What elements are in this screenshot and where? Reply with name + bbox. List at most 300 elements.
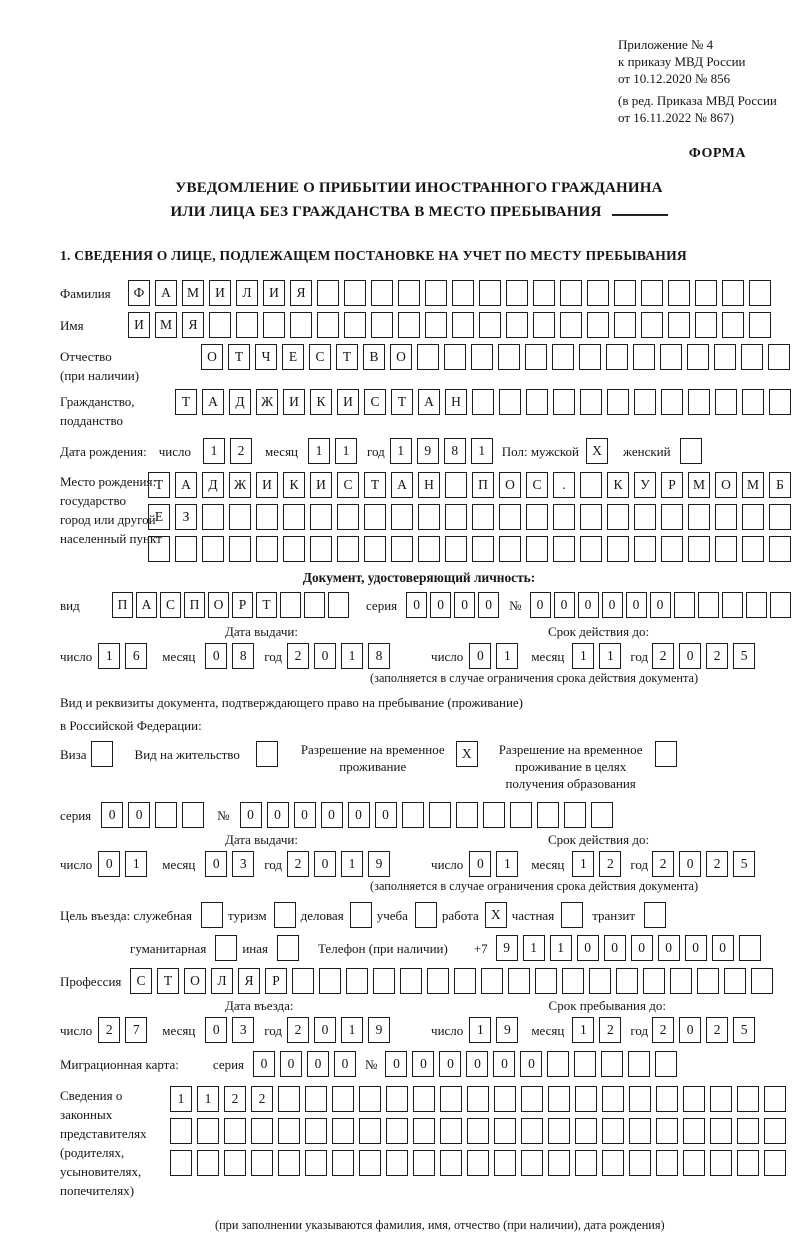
form-cell[interactable]: 0 — [650, 592, 671, 618]
form-cell[interactable] — [305, 1118, 327, 1144]
form-cell[interactable]: П — [184, 592, 205, 618]
form-cell[interactable] — [695, 280, 717, 306]
form-cell[interactable] — [391, 536, 413, 562]
form-cell[interactable]: З — [175, 504, 197, 530]
form-cell[interactable]: 0 — [205, 1017, 227, 1043]
form-cell[interactable]: 0 — [602, 592, 623, 618]
form-cell[interactable] — [715, 504, 737, 530]
form-cell[interactable] — [278, 1150, 300, 1176]
form-cell[interactable] — [688, 504, 710, 530]
form-cell[interactable]: А — [175, 472, 197, 498]
form-cell[interactable] — [440, 1150, 462, 1176]
form-cell[interactable]: 0 — [280, 1051, 302, 1077]
form-cell[interactable] — [548, 1118, 570, 1144]
form-cell[interactable] — [548, 1150, 570, 1176]
form-cell[interactable] — [575, 1118, 597, 1144]
form-cell[interactable]: 0 — [314, 643, 336, 669]
form-cell[interactable] — [386, 1150, 408, 1176]
form-cell[interactable]: 0 — [267, 802, 289, 828]
form-cell[interactable]: А — [155, 280, 177, 306]
form-cell[interactable] — [283, 536, 305, 562]
form-cell[interactable] — [670, 968, 692, 994]
form-cell[interactable] — [661, 389, 683, 415]
form-cell[interactable] — [494, 1086, 516, 1112]
form-cell[interactable]: Е — [282, 344, 304, 370]
form-cell[interactable]: 0 — [631, 935, 653, 961]
form-cell[interactable]: А — [136, 592, 157, 618]
form-cell[interactable] — [182, 802, 204, 828]
form-cell[interactable] — [155, 802, 177, 828]
form-cell[interactable]: 0 — [321, 802, 343, 828]
form-cell[interactable] — [742, 504, 764, 530]
form-cell[interactable]: А — [391, 472, 413, 498]
form-cell[interactable] — [337, 504, 359, 530]
form-cell[interactable] — [398, 312, 420, 338]
form-cell[interactable] — [251, 1118, 273, 1144]
form-cell[interactable]: 8 — [232, 643, 254, 669]
form-cell[interactable] — [525, 344, 547, 370]
form-cell[interactable] — [579, 344, 601, 370]
form-cell[interactable] — [560, 312, 582, 338]
form-cell[interactable] — [764, 1150, 786, 1176]
form-cell[interactable] — [633, 344, 655, 370]
form-cell[interactable] — [587, 312, 609, 338]
form-cell[interactable] — [444, 344, 466, 370]
form-cell[interactable] — [695, 312, 717, 338]
form-cell[interactable] — [386, 1118, 408, 1144]
form-cell[interactable] — [359, 1118, 381, 1144]
form-cell[interactable] — [277, 935, 299, 961]
form-cell[interactable]: О — [184, 968, 206, 994]
form-cell[interactable] — [547, 1051, 569, 1077]
form-cell[interactable] — [602, 1150, 624, 1176]
form-cell[interactable] — [607, 504, 629, 530]
form-cell[interactable]: А — [418, 389, 440, 415]
form-cell[interactable]: . — [553, 472, 575, 498]
form-cell[interactable]: 0 — [679, 851, 701, 877]
form-cell[interactable]: 1 — [335, 438, 357, 464]
form-cell[interactable] — [749, 280, 771, 306]
form-cell[interactable] — [425, 280, 447, 306]
form-cell[interactable]: Ф — [128, 280, 150, 306]
form-cell[interactable] — [278, 1118, 300, 1144]
form-cell[interactable]: И — [337, 389, 359, 415]
form-cell[interactable] — [310, 504, 332, 530]
form-cell[interactable] — [148, 536, 170, 562]
form-cell[interactable]: 0 — [205, 851, 227, 877]
form-cell[interactable] — [170, 1118, 192, 1144]
form-cell[interactable] — [418, 536, 440, 562]
form-cell[interactable] — [429, 802, 451, 828]
form-cell[interactable] — [722, 312, 744, 338]
form-cell[interactable] — [317, 312, 339, 338]
form-cell[interactable] — [452, 312, 474, 338]
form-cell[interactable] — [769, 536, 791, 562]
form-cell[interactable] — [251, 1150, 273, 1176]
form-cell[interactable] — [413, 1118, 435, 1144]
form-cell[interactable] — [742, 389, 764, 415]
form-cell[interactable]: 0 — [604, 935, 626, 961]
form-cell[interactable] — [256, 741, 278, 767]
form-cell[interactable]: 2 — [224, 1086, 246, 1112]
form-cell[interactable] — [328, 592, 349, 618]
form-cell[interactable]: 0 — [240, 802, 262, 828]
form-cell[interactable]: Т — [364, 472, 386, 498]
form-cell[interactable]: Я — [182, 312, 204, 338]
form-cell[interactable] — [467, 1118, 489, 1144]
form-cell[interactable] — [521, 1150, 543, 1176]
form-cell[interactable] — [472, 536, 494, 562]
form-cell[interactable] — [688, 536, 710, 562]
form-cell[interactable]: 1 — [599, 643, 621, 669]
form-cell[interactable] — [427, 968, 449, 994]
form-cell[interactable]: Т — [256, 592, 277, 618]
form-cell[interactable]: 1 — [341, 851, 363, 877]
form-cell[interactable] — [256, 536, 278, 562]
form-cell[interactable]: 1 — [98, 643, 120, 669]
form-cell[interactable] — [655, 1051, 677, 1077]
form-cell[interactable]: 1 — [341, 1017, 363, 1043]
form-cell[interactable] — [391, 504, 413, 530]
form-cell[interactable]: Л — [236, 280, 258, 306]
form-cell[interactable]: 1 — [550, 935, 572, 961]
form-cell[interactable] — [629, 1150, 651, 1176]
form-cell[interactable] — [215, 935, 237, 961]
form-cell[interactable] — [202, 504, 224, 530]
form-cell[interactable] — [607, 536, 629, 562]
form-cell[interactable]: 1 — [523, 935, 545, 961]
form-cell[interactable] — [548, 1086, 570, 1112]
form-cell[interactable]: 2 — [706, 1017, 728, 1043]
form-cell[interactable]: С — [526, 472, 548, 498]
form-cell[interactable] — [256, 504, 278, 530]
form-cell[interactable] — [197, 1150, 219, 1176]
form-cell[interactable] — [643, 968, 665, 994]
form-cell[interactable] — [499, 536, 521, 562]
form-cell[interactable] — [634, 504, 656, 530]
form-cell[interactable] — [508, 968, 530, 994]
form-cell[interactable] — [304, 592, 325, 618]
form-cell[interactable] — [479, 280, 501, 306]
form-cell[interactable] — [668, 312, 690, 338]
form-cell[interactable]: И — [310, 472, 332, 498]
form-cell[interactable]: 2 — [706, 643, 728, 669]
form-cell[interactable] — [741, 344, 763, 370]
form-cell[interactable]: Р — [661, 472, 683, 498]
form-cell[interactable] — [575, 1086, 597, 1112]
form-cell[interactable] — [751, 968, 773, 994]
form-cell[interactable] — [454, 968, 476, 994]
form-cell[interactable] — [332, 1086, 354, 1112]
form-cell[interactable] — [769, 389, 791, 415]
form-cell[interactable]: П — [112, 592, 133, 618]
form-cell[interactable]: 1 — [469, 1017, 491, 1043]
form-cell[interactable] — [683, 1118, 705, 1144]
form-cell[interactable] — [553, 389, 575, 415]
form-cell[interactable] — [629, 1118, 651, 1144]
form-cell[interactable] — [398, 280, 420, 306]
form-cell[interactable]: 0 — [439, 1051, 461, 1077]
form-cell[interactable]: 2 — [652, 1017, 674, 1043]
form-cell[interactable]: 0 — [412, 1051, 434, 1077]
form-cell[interactable] — [749, 312, 771, 338]
form-cell[interactable] — [656, 1150, 678, 1176]
form-cell[interactable] — [698, 592, 719, 618]
form-cell[interactable]: Р — [232, 592, 253, 618]
form-cell[interactable] — [634, 389, 656, 415]
form-cell[interactable] — [472, 504, 494, 530]
form-cell[interactable] — [445, 472, 467, 498]
form-cell[interactable] — [683, 1150, 705, 1176]
form-cell[interactable] — [280, 592, 301, 618]
form-cell[interactable]: И — [209, 280, 231, 306]
form-cell[interactable]: 0 — [578, 592, 599, 618]
form-cell[interactable] — [521, 1086, 543, 1112]
form-cell[interactable]: К — [310, 389, 332, 415]
form-cell[interactable] — [344, 280, 366, 306]
form-cell[interactable]: И — [256, 472, 278, 498]
form-cell[interactable]: 0 — [98, 851, 120, 877]
form-cell[interactable]: 0 — [493, 1051, 515, 1077]
form-cell[interactable] — [386, 1086, 408, 1112]
form-cell[interactable] — [688, 389, 710, 415]
form-cell[interactable]: X — [456, 741, 478, 767]
form-cell[interactable] — [580, 504, 602, 530]
form-cell[interactable] — [506, 312, 528, 338]
form-cell[interactable] — [674, 592, 695, 618]
form-cell[interactable] — [601, 1051, 623, 1077]
form-cell[interactable]: 2 — [251, 1086, 273, 1112]
form-cell[interactable] — [660, 344, 682, 370]
form-cell[interactable] — [722, 592, 743, 618]
form-cell[interactable] — [655, 741, 677, 767]
form-cell[interactable] — [494, 1118, 516, 1144]
form-cell[interactable] — [560, 280, 582, 306]
form-cell[interactable]: О — [208, 592, 229, 618]
form-cell[interactable] — [498, 344, 520, 370]
form-cell[interactable] — [440, 1086, 462, 1112]
form-cell[interactable]: 0 — [205, 643, 227, 669]
form-cell[interactable]: 0 — [294, 802, 316, 828]
form-cell[interactable]: А — [202, 389, 224, 415]
form-cell[interactable]: 0 — [520, 1051, 542, 1077]
form-cell[interactable]: 1 — [572, 851, 594, 877]
form-cell[interactable] — [332, 1118, 354, 1144]
form-cell[interactable] — [170, 1150, 192, 1176]
form-cell[interactable] — [574, 1051, 596, 1077]
form-cell[interactable] — [467, 1150, 489, 1176]
form-cell[interactable] — [452, 280, 474, 306]
form-cell[interactable] — [641, 280, 663, 306]
form-cell[interactable] — [481, 968, 503, 994]
form-cell[interactable] — [722, 280, 744, 306]
form-cell[interactable] — [533, 312, 555, 338]
form-cell[interactable]: О — [201, 344, 223, 370]
form-cell[interactable] — [533, 280, 555, 306]
form-cell[interactable] — [687, 344, 709, 370]
form-cell[interactable] — [371, 312, 393, 338]
form-cell[interactable] — [616, 968, 638, 994]
form-cell[interactable] — [359, 1086, 381, 1112]
form-cell[interactable] — [274, 902, 296, 928]
form-cell[interactable] — [418, 504, 440, 530]
form-cell[interactable]: С — [364, 389, 386, 415]
form-cell[interactable]: 1 — [197, 1086, 219, 1112]
form-cell[interactable]: С — [160, 592, 181, 618]
form-cell[interactable] — [526, 536, 548, 562]
form-cell[interactable]: 0 — [469, 643, 491, 669]
form-cell[interactable] — [229, 504, 251, 530]
form-cell[interactable] — [614, 280, 636, 306]
form-cell[interactable] — [683, 1086, 705, 1112]
form-cell[interactable] — [471, 344, 493, 370]
form-cell[interactable] — [417, 344, 439, 370]
form-cell[interactable] — [680, 438, 702, 464]
form-cell[interactable] — [589, 968, 611, 994]
form-cell[interactable]: 2 — [599, 851, 621, 877]
form-cell[interactable] — [552, 344, 574, 370]
form-cell[interactable]: Т — [157, 968, 179, 994]
form-cell[interactable]: 2 — [230, 438, 252, 464]
form-cell[interactable]: К — [607, 472, 629, 498]
form-cell[interactable] — [764, 1086, 786, 1112]
form-cell[interactable] — [479, 312, 501, 338]
form-cell[interactable]: 1 — [170, 1086, 192, 1112]
form-cell[interactable]: 2 — [599, 1017, 621, 1043]
form-cell[interactable] — [715, 389, 737, 415]
form-cell[interactable]: X — [586, 438, 608, 464]
form-cell[interactable]: Т — [336, 344, 358, 370]
form-cell[interactable] — [344, 312, 366, 338]
form-cell[interactable] — [224, 1150, 246, 1176]
form-cell[interactable] — [714, 344, 736, 370]
form-cell[interactable] — [580, 472, 602, 498]
form-cell[interactable]: 9 — [496, 1017, 518, 1043]
form-cell[interactable]: С — [130, 968, 152, 994]
form-cell[interactable]: 0 — [334, 1051, 356, 1077]
form-cell[interactable] — [656, 1086, 678, 1112]
form-cell[interactable]: 0 — [430, 592, 451, 618]
form-cell[interactable]: Д — [229, 389, 251, 415]
form-cell[interactable] — [445, 536, 467, 562]
form-cell[interactable]: 0 — [658, 935, 680, 961]
form-cell[interactable] — [359, 1150, 381, 1176]
form-cell[interactable]: 1 — [203, 438, 225, 464]
form-cell[interactable]: 6 — [125, 643, 147, 669]
form-cell[interactable]: Ж — [229, 472, 251, 498]
form-cell[interactable]: 1 — [125, 851, 147, 877]
form-cell[interactable] — [400, 968, 422, 994]
form-cell[interactable] — [710, 1086, 732, 1112]
form-cell[interactable]: М — [155, 312, 177, 338]
form-cell[interactable] — [768, 344, 790, 370]
form-cell[interactable] — [283, 504, 305, 530]
form-cell[interactable]: С — [337, 472, 359, 498]
form-cell[interactable] — [440, 1118, 462, 1144]
form-cell[interactable] — [263, 312, 285, 338]
form-cell[interactable] — [467, 1086, 489, 1112]
form-cell[interactable]: X — [485, 902, 507, 928]
form-cell[interactable]: 0 — [385, 1051, 407, 1077]
form-cell[interactable] — [201, 902, 223, 928]
form-cell[interactable]: С — [309, 344, 331, 370]
form-cell[interactable]: 8 — [444, 438, 466, 464]
form-cell[interactable] — [668, 280, 690, 306]
form-cell[interactable]: Я — [290, 280, 312, 306]
form-cell[interactable]: 0 — [406, 592, 427, 618]
form-cell[interactable] — [746, 592, 767, 618]
form-cell[interactable]: К — [283, 472, 305, 498]
form-cell[interactable] — [305, 1150, 327, 1176]
form-cell[interactable] — [553, 504, 575, 530]
form-cell[interactable] — [202, 536, 224, 562]
form-cell[interactable] — [614, 312, 636, 338]
form-cell[interactable]: 0 — [554, 592, 575, 618]
form-cell[interactable]: 1 — [572, 1017, 594, 1043]
form-cell[interactable]: 1 — [496, 851, 518, 877]
form-cell[interactable] — [510, 802, 532, 828]
form-cell[interactable]: 1 — [496, 643, 518, 669]
form-cell[interactable]: 5 — [733, 643, 755, 669]
form-cell[interactable]: 2 — [652, 643, 674, 669]
form-cell[interactable] — [656, 1118, 678, 1144]
form-cell[interactable] — [737, 1150, 759, 1176]
form-cell[interactable] — [415, 902, 437, 928]
form-cell[interactable] — [606, 344, 628, 370]
form-cell[interactable] — [562, 968, 584, 994]
form-cell[interactable] — [737, 1086, 759, 1112]
form-cell[interactable]: 3 — [232, 1017, 254, 1043]
form-cell[interactable] — [764, 1118, 786, 1144]
form-cell[interactable] — [602, 1086, 624, 1112]
form-cell[interactable] — [224, 1118, 246, 1144]
form-cell[interactable]: М — [742, 472, 764, 498]
form-cell[interactable]: Т — [175, 389, 197, 415]
form-cell[interactable] — [317, 280, 339, 306]
form-cell[interactable] — [319, 968, 341, 994]
form-cell[interactable] — [229, 536, 251, 562]
form-cell[interactable]: 3 — [232, 851, 254, 877]
form-cell[interactable] — [580, 389, 602, 415]
form-cell[interactable]: Л — [211, 968, 233, 994]
form-cell[interactable]: Ч — [255, 344, 277, 370]
form-cell[interactable]: 0 — [314, 1017, 336, 1043]
form-cell[interactable]: Я — [238, 968, 260, 994]
form-cell[interactable] — [591, 802, 613, 828]
form-cell[interactable] — [607, 389, 629, 415]
form-cell[interactable]: Т — [391, 389, 413, 415]
form-cell[interactable] — [634, 536, 656, 562]
form-cell[interactable]: 0 — [348, 802, 370, 828]
form-cell[interactable]: 9 — [417, 438, 439, 464]
form-cell[interactable]: 0 — [314, 851, 336, 877]
form-cell[interactable]: 1 — [471, 438, 493, 464]
form-cell[interactable]: 1 — [341, 643, 363, 669]
form-cell[interactable]: 5 — [733, 851, 755, 877]
form-cell[interactable] — [364, 504, 386, 530]
form-cell[interactable] — [575, 1150, 597, 1176]
form-cell[interactable]: 5 — [733, 1017, 755, 1043]
form-cell[interactable]: 1 — [390, 438, 412, 464]
form-cell[interactable]: 9 — [368, 851, 390, 877]
form-cell[interactable]: 0 — [375, 802, 397, 828]
form-cell[interactable] — [535, 968, 557, 994]
form-cell[interactable] — [472, 389, 494, 415]
form-cell[interactable] — [737, 1118, 759, 1144]
form-cell[interactable]: Е — [148, 504, 170, 530]
form-cell[interactable] — [553, 536, 575, 562]
form-cell[interactable]: И — [128, 312, 150, 338]
